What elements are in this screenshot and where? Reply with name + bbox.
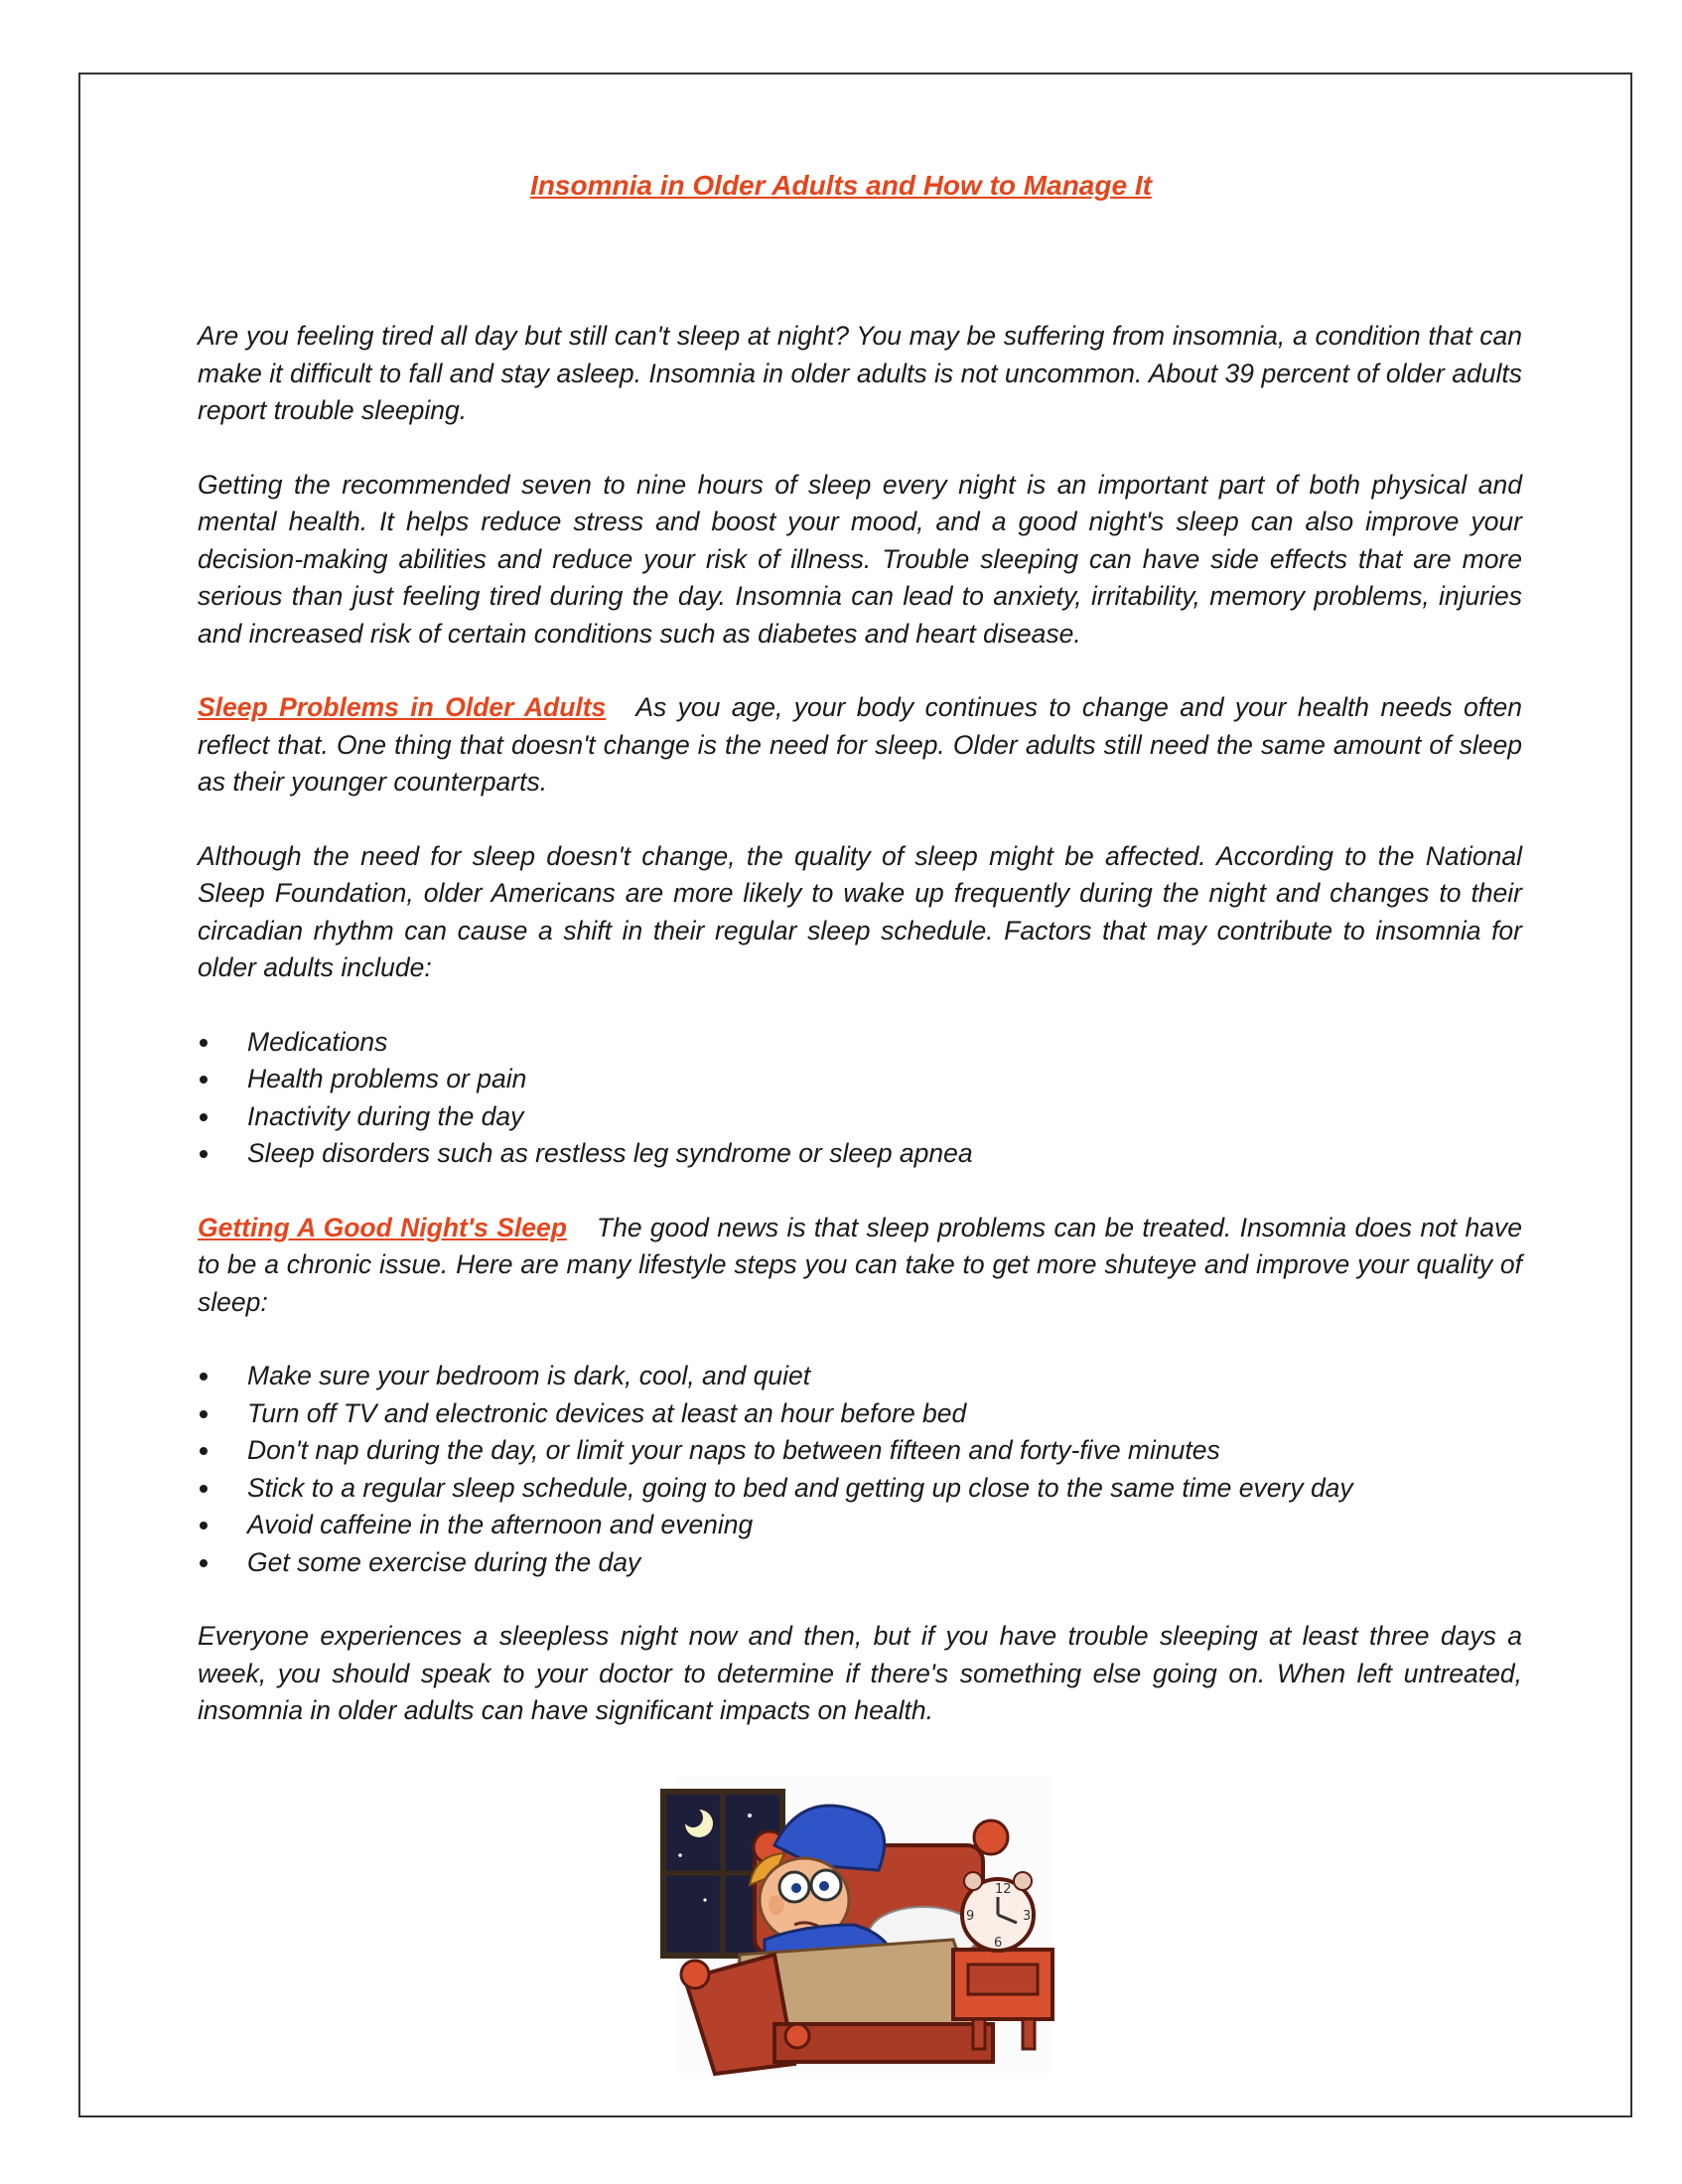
sleep-factors-intro: Although the need for sleep doesn't change, the quality of sleep might be affected. According to the National Sleep Foundation, older Americans are more likely to wake up frequently during the night and changes to their circadian rhythm can cause a shift in their regular sleep schedule. Factors that may contribute to insomnia for older adults include: <box>198 840 1522 982</box>
good-sleep-text: The good news is that sleep problems can be treated. Insomnia does not have to be a chronic issue. Here are many lifestyle steps you can take to get more shuteye and improve your quality of sleep: <box>198 1212 1522 1317</box>
bullet-icon <box>200 1150 208 1158</box>
list-item <box>198 1507 1522 1544</box>
bullet-icon <box>200 1039 208 1047</box>
alarm-clock-icon <box>962 1872 1034 1951</box>
list-item-text: Health problems or pain <box>247 1064 527 1093</box>
clock-number-3: 3 <box>1023 1909 1032 1924</box>
bullet-icon <box>200 1522 208 1529</box>
list-item <box>198 1470 1522 1508</box>
sleepless-man-in-bed-illustration <box>655 1776 1072 2079</box>
list-item-text: Inactivity during the day <box>247 1100 524 1131</box>
list-item <box>198 1432 1522 1470</box>
bullet-icon <box>200 1447 208 1455</box>
list-item <box>198 1135 1522 1173</box>
list-item <box>198 1395 1522 1433</box>
intro-paragraph-2: Getting the recommended seven to nine hours of sleep every night is an important part of both physical and mental health. It helps reduce stress and boost your mood, and a good night's sleep can also improve your decision-making abilities and reduce your risk of illness. Trouble sleeping can have side effects that are more serious than just feeling tired during the day. Insomnia can lead to anxiety, irritability, memory problems, injuries and increased risk of certain conditions such as diabetes and heart disease. <box>198 469 1522 649</box>
bullet-icon <box>200 1076 208 1084</box>
sleep-problems-paragraph <box>198 689 1522 801</box>
list-item-text: Medications <box>247 1026 388 1057</box>
list-item <box>198 1024 1522 1062</box>
bullet-icon <box>200 1485 208 1493</box>
bullet-icon <box>200 1373 208 1381</box>
document-title: Insomnia in Older Adults and How to Manage It <box>530 170 1152 201</box>
sleep-problems-text: As you age, your body continues to change and your health needs often reflect that. One thing that doesn't change is the need for sleep. Older adults still need the same amount of sleep as their younger counterparts. <box>198 692 1522 797</box>
list-item <box>198 1061 1522 1098</box>
list-item <box>198 1358 1522 1395</box>
intro-paragraph-1: Are you feeling tired all day but still can't sleep at night? You may be suffering from insomnia, a condition that can make it difficult to fall and stay asleep. Insomnia in older adults is not uncommon. About 39 percent of older adults report trouble sleeping. <box>198 321 1522 425</box>
document-body <box>198 318 1522 1767</box>
clock-number-9: 9 <box>966 1909 975 1924</box>
good-sleep-heading: Getting A Good Night's Sleep <box>198 1212 567 1242</box>
sleep-tips-list <box>198 1358 1522 1581</box>
list-item <box>198 1098 1522 1136</box>
insomnia-factors-list <box>198 1024 1522 1173</box>
sleep-problems-heading: Sleep Problems in Older Adults <box>198 692 607 722</box>
bullet-icon <box>200 1559 208 1567</box>
clock-number-12: 12 <box>995 1882 1012 1897</box>
list-item-text: Sleep disorders such as restless leg syndrome or sleep apnea <box>247 1138 973 1168</box>
list-item-text: Avoid caffeine in the afternoon and evening <box>247 1510 754 1539</box>
list-item-text: Make sure your bedroom is dark, cool, and quiet <box>247 1361 811 1390</box>
list-item-text: Get some exercise during the day <box>247 1546 641 1577</box>
list-item <box>198 1544 1522 1582</box>
good-sleep-paragraph <box>198 1210 1522 1322</box>
clock-number-6: 6 <box>994 1936 1003 1951</box>
list-item-text: Don't nap during the day, or limit your naps to between fifteen and forty-five minutes <box>247 1435 1220 1465</box>
closing-paragraph: Everyone experiences a sleepless night now and then, but if you have trouble sleeping at least three days a week, you should speak to your doctor to determine if there's something else going on. When left untreated, insomnia in older adults can have significant impacts on health. <box>198 1621 1522 1725</box>
list-item-text: Stick to a regular sleep schedule, going to bed and getting up close to the same time every day <box>247 1472 1353 1503</box>
list-item-text: Turn off TV and electronic devices at least an hour before bed <box>247 1397 967 1428</box>
bullet-icon <box>200 1410 208 1418</box>
bullet-icon <box>200 1113 208 1121</box>
